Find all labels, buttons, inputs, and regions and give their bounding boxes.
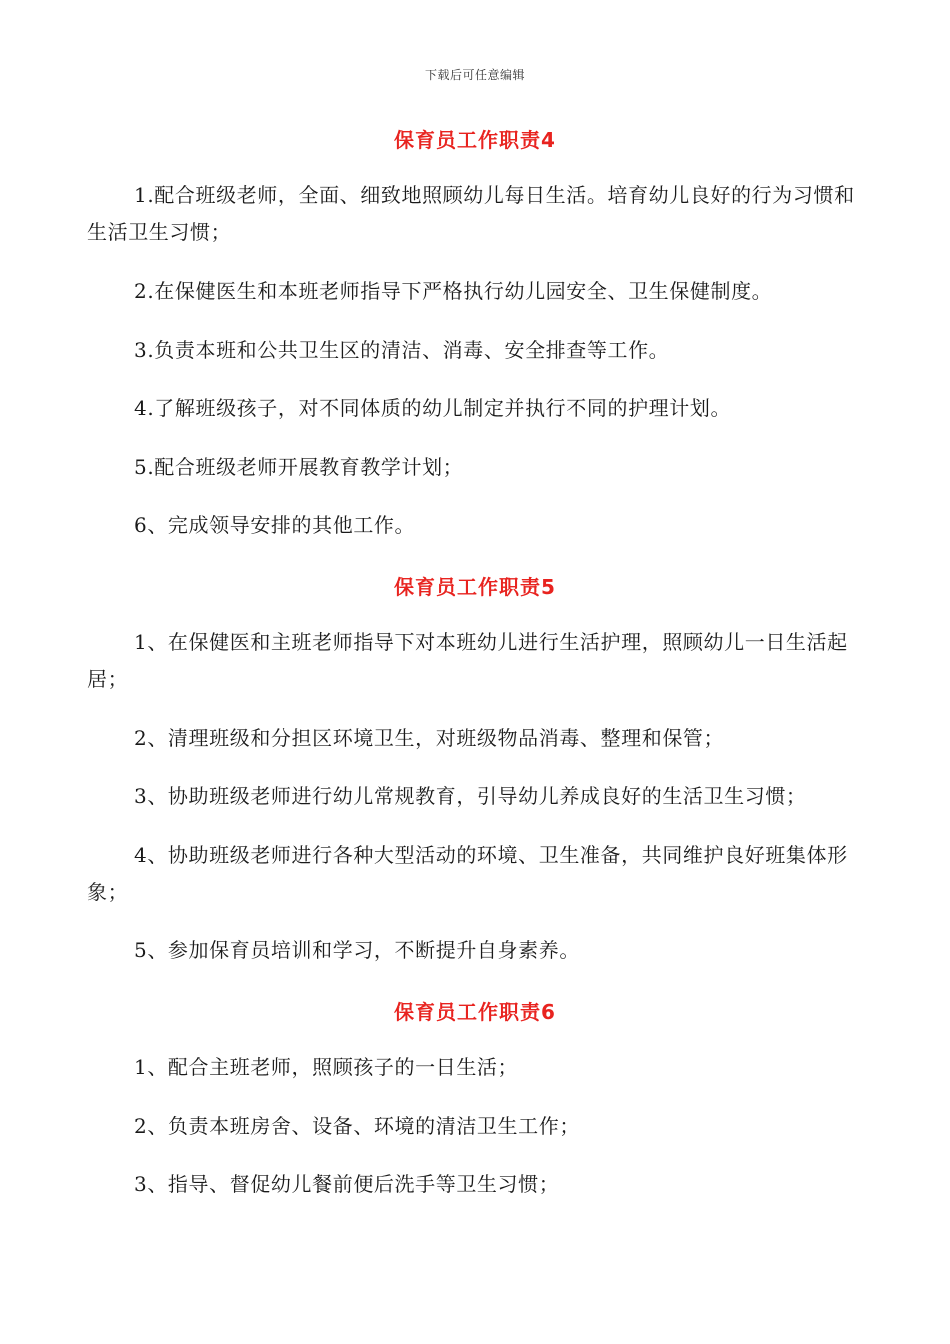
- duty-item: 4、协助班级老师进行各种大型活动的环境、卫生准备，共同维护良好班集体形象；: [87, 843, 848, 904]
- duty-item: 5、参加保育员培训和学习，不断提升自身素养。: [134, 938, 580, 962]
- section-title: 保育员工作职责5: [394, 575, 556, 599]
- duty-item: 4.了解班级孩子，对不同体质的幼儿制定并执行不同的护理计划。: [134, 396, 732, 420]
- section-title: 保育员工作职责6: [394, 1000, 556, 1024]
- duty-item: 2、负责本班房舍、设备、环境的清洁卫生工作；: [134, 1114, 580, 1138]
- duty-item: 5.配合班级老师开展教育教学计划；: [134, 455, 464, 479]
- duty-item: 1、配合主班老师，照顾孩子的一日生活；: [134, 1055, 519, 1079]
- duty-item: 3.负责本班和公共卫生区的清洁、消毒、安全排查等工作。: [134, 338, 670, 362]
- duty-item: 6、完成领导安排的其他工作。: [134, 513, 416, 537]
- duty-item: 1.配合班级老师，全面、细致地照顾幼儿每日生活。培育幼儿良好的行为习惯和生活卫生习惯；: [87, 183, 855, 244]
- header-note: 下载后可任意编辑: [424, 68, 525, 82]
- duty-item: 3、指导、督促幼儿餐前便后洗手等卫生习惯；: [134, 1172, 560, 1196]
- duty-item: 2.在保健医生和本班老师指导下严格执行幼儿园安全、卫生保健制度。: [134, 279, 773, 303]
- duty-item: 1、在保健医和主班老师指导下对本班幼儿进行生活护理，照顾幼儿一日生活起居；: [87, 630, 848, 691]
- section-title: 保育员工作职责4: [394, 128, 556, 152]
- duty-item: 3、协助班级老师进行幼儿常规教育，引导幼儿养成良好的生活卫生习惯；: [134, 784, 807, 808]
- duty-item: 2、清理班级和分担区环境卫生，对班级物品消毒、整理和保管；: [134, 726, 725, 750]
